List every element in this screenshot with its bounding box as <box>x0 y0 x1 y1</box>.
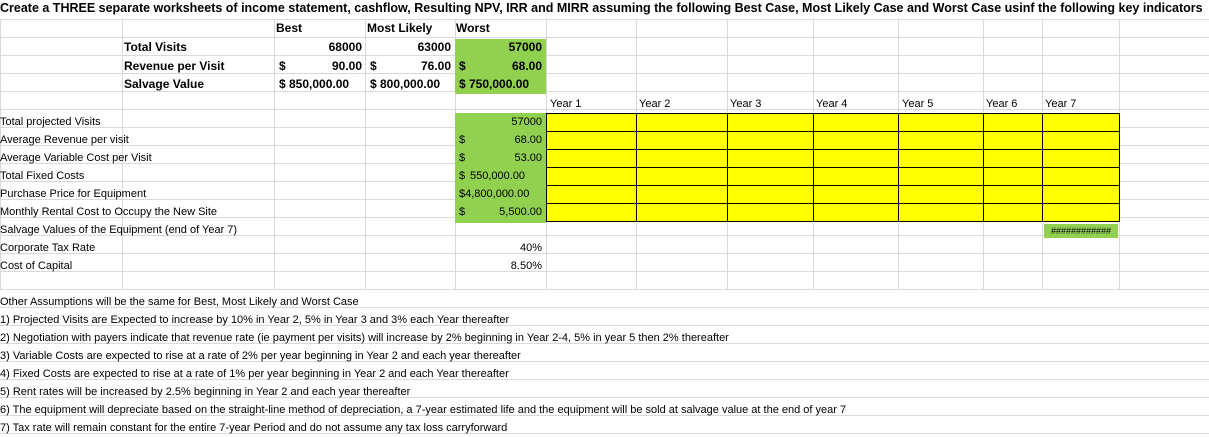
projection-cell[interactable] <box>636 167 728 186</box>
worst-value[interactable]: $ 750,000.00 <box>459 77 530 91</box>
projection-cell[interactable] <box>636 185 728 204</box>
input-label: Purchase Price for Equipment <box>0 188 147 200</box>
input-currency: $ <box>459 206 466 218</box>
input-value[interactable]: 53.00 <box>514 152 542 164</box>
projection-cell[interactable] <box>727 185 814 204</box>
projection-cell[interactable] <box>813 131 899 150</box>
likely-value[interactable]: 63000 <box>417 40 451 54</box>
projection-cell[interactable] <box>898 149 984 168</box>
assumption-item: 7) Tax rate will remain constant for the entire 7-year Period and do not assume any tax loss carryforward <box>0 422 508 434</box>
input-currency: $ <box>459 170 466 182</box>
input-value[interactable]: 8.50% <box>510 260 542 272</box>
projection-cell[interactable] <box>898 203 984 222</box>
projection-cell[interactable] <box>1042 185 1120 204</box>
projection-cell[interactable] <box>546 203 637 222</box>
input-label: Total projected Visits <box>0 116 101 128</box>
projection-cell[interactable] <box>546 149 637 168</box>
input-currency: $ <box>459 134 466 146</box>
projection-cell[interactable] <box>1042 113 1120 132</box>
assumption-item: 3) Variable Costs are expected to rise at a rate of 2% per year beginning in Year 2 and each year thereafter <box>0 350 521 362</box>
projection-cell[interactable] <box>983 185 1043 204</box>
year-header: Year 1 <box>550 98 582 110</box>
input-value[interactable]: 68.00 <box>514 134 542 146</box>
projection-cell[interactable] <box>636 149 728 168</box>
likely-currency: $ <box>370 59 377 73</box>
projection-cell[interactable] <box>727 203 814 222</box>
projection-cell[interactable] <box>727 131 814 150</box>
input-value[interactable]: 40% <box>519 242 542 254</box>
projection-cell[interactable] <box>898 167 984 186</box>
indicator-label: Revenue per Visit <box>124 59 225 73</box>
assumptions-title: Other Assumptions will be the same for Best, Most Likely and Worst Case <box>0 296 359 308</box>
projection-cell[interactable] <box>983 113 1043 132</box>
worst-value[interactable]: 57000 <box>508 40 542 54</box>
input-label: Average Revenue per visit <box>0 134 129 146</box>
input-value[interactable]: 5,500.00 <box>499 206 542 218</box>
projection-cell[interactable] <box>813 185 899 204</box>
projection-cell[interactable] <box>546 185 637 204</box>
input-label: Corporate Tax Rate <box>0 242 96 254</box>
input-currency: $ <box>459 152 466 164</box>
input-value[interactable]: $4,800,000.00 <box>459 188 530 200</box>
projection-cell[interactable] <box>546 113 637 132</box>
likely-value[interactable]: 76.00 <box>420 59 451 73</box>
projection-cell[interactable] <box>546 131 637 150</box>
projection-cell[interactable] <box>813 113 899 132</box>
projection-cell[interactable] <box>1042 167 1120 186</box>
best-currency: $ <box>279 59 286 73</box>
projection-cell[interactable] <box>636 113 728 132</box>
projection-cell[interactable] <box>1042 131 1120 150</box>
year-header: Year 3 <box>730 98 762 110</box>
projection-cell[interactable] <box>813 203 899 222</box>
header-best: Best <box>276 21 303 35</box>
header-worst: Worst <box>456 21 490 35</box>
projection-cell[interactable] <box>813 149 899 168</box>
projection-cell[interactable] <box>546 167 637 186</box>
projection-cell[interactable] <box>898 185 984 204</box>
worst-currency: $ <box>459 59 466 73</box>
year-header: Year 7 <box>1045 98 1077 110</box>
projection-cell[interactable] <box>727 167 814 186</box>
overflow-cell[interactable]: ############ <box>1044 224 1118 238</box>
projection-cell[interactable] <box>727 113 814 132</box>
input-value[interactable]: 57000 <box>511 116 542 128</box>
year-header: Year 4 <box>816 98 848 110</box>
projection-cell[interactable] <box>898 113 984 132</box>
projection-cell[interactable] <box>636 131 728 150</box>
year-header: Year 2 <box>639 98 671 110</box>
input-value[interactable]: 550,000.00 <box>470 170 526 182</box>
input-label: Average Variable Cost per Visit <box>0 152 152 164</box>
input-label: Total Fixed Costs <box>0 170 85 182</box>
best-value[interactable]: $ 850,000.00 <box>279 77 350 91</box>
projection-cell[interactable] <box>983 203 1043 222</box>
projection-cell[interactable] <box>727 149 814 168</box>
assumption-item: 6) The equipment will depreciate based on the straight-line method of depreciation, a 7-year estimated life and the equipment will be sold at salvage value at the end of year 7 <box>0 404 847 416</box>
projection-cell[interactable] <box>1042 149 1120 168</box>
header-most-likely: Most Likely <box>367 21 433 35</box>
worst-value[interactable]: 68.00 <box>511 59 542 73</box>
sheet-title: Create a THREE separate worksheets of income statement, cashflow, Resulting NPV, IRR and MIRR assuming the following Best Case, Most Likely Case and Worst Case usinf the following key indicators <box>0 1 1203 15</box>
assumption-item: 4) Fixed Costs are expected to rise at a rate of 1% per year beginning in Year 2 and each Year thereafter <box>0 368 509 380</box>
best-value[interactable]: 90.00 <box>331 59 362 73</box>
projection-cell[interactable] <box>983 167 1043 186</box>
indicator-label: Salvage Value <box>124 77 205 91</box>
input-label: Cost of Capital <box>0 260 73 272</box>
assumption-item: 5) Rent rates will be increased by 2.5% beginning in Year 2 and each year thereafter <box>0 386 411 398</box>
projection-cell[interactable] <box>898 131 984 150</box>
projection-cell[interactable] <box>636 203 728 222</box>
projection-cell[interactable] <box>983 131 1043 150</box>
projection-cell[interactable] <box>813 167 899 186</box>
likely-value[interactable]: $ 800,000.00 <box>370 77 441 91</box>
projection-cell[interactable] <box>983 149 1043 168</box>
assumption-item: 1) Projected Visits are Expected to increase by 10% in Year 2, 5% in Year 3 and 3% each Year thereafter <box>0 314 510 326</box>
year-header: Year 5 <box>902 98 934 110</box>
year-header: Year 6 <box>986 98 1018 110</box>
input-label: Monthly Rental Cost to Occupy the New Site <box>0 206 218 218</box>
input-label: Salvage Values of the Equipment (end of Year 7) <box>0 224 238 236</box>
projection-cell[interactable] <box>1042 203 1120 222</box>
best-value[interactable]: 68000 <box>328 40 362 54</box>
assumption-item: 2) Negotiation with payers indicate that revenue rate (ie payment per visits) will increase by 2% beginning in Year 2-4, 5% in year 5 then 2% thereafter <box>0 332 729 344</box>
indicator-label: Total Visits <box>124 40 187 54</box>
